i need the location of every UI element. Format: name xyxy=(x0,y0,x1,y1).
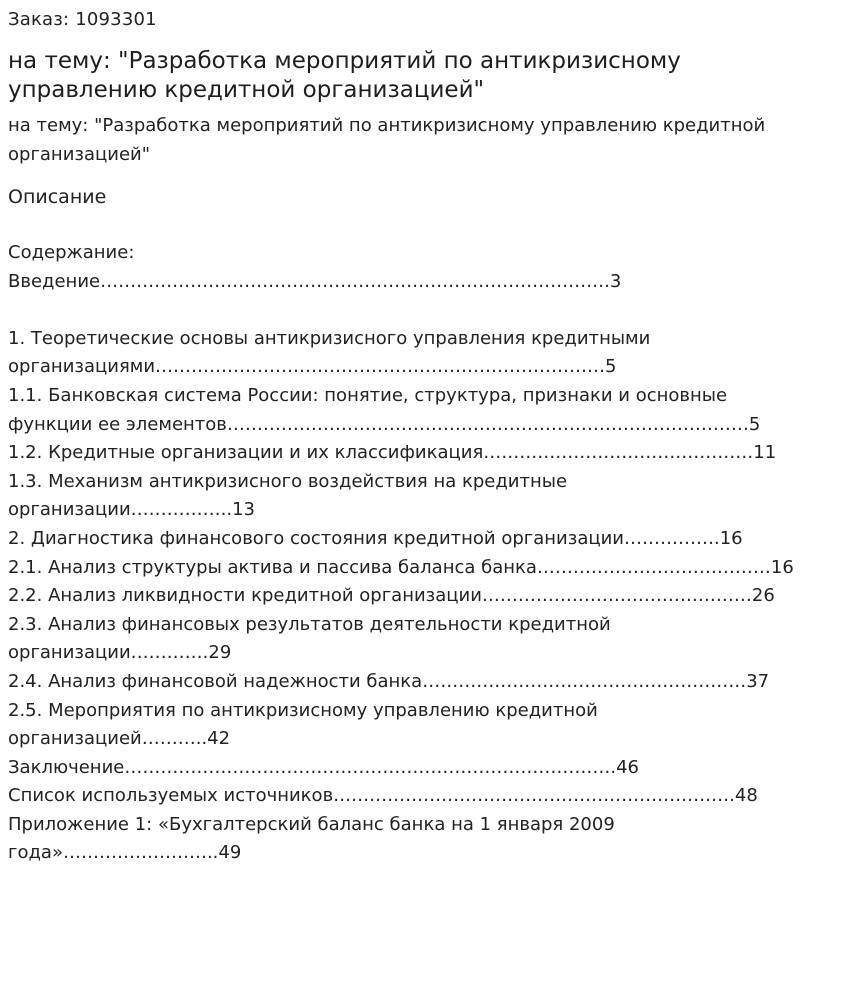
page-title-line-1: на тему: "Разработка мероприятий по антикризисному xyxy=(8,48,681,74)
toc-line: 1.3. Механизм антикризисного воздействия на кредитные xyxy=(8,470,568,492)
toc-line: 2. Диагностика финансового состояния кредитной организации…………….16 xyxy=(8,527,743,549)
toc-line: организации………….29 xyxy=(8,642,232,664)
order-number: Заказ: 1093301 xyxy=(8,9,157,30)
toc-line: организацией………..42 xyxy=(8,728,231,750)
toc-line: 1.1. Банковская система России: понятие, структура, признаки и основные xyxy=(8,384,728,406)
toc-line: 1.2. Кредитные организации и их классификация………………………………………11 xyxy=(8,442,777,464)
page-title xyxy=(8,47,840,105)
toc-line: организациями…………………………………………………………………5 xyxy=(8,356,617,378)
toc-line: Заключение……………………………………………………………………….46 xyxy=(8,756,639,778)
toc-line: 2.2. Анализ ликвидности кредитной организации………………………………………26 xyxy=(8,585,775,607)
page-subtitle-line-1: на тему: "Разработка мероприятий по антикризисному управлению кредитной xyxy=(8,115,766,136)
toc-line: 2.1. Анализ структуры актива и пассива баланса банка…………………………………16 xyxy=(8,556,794,578)
document-page xyxy=(8,0,840,868)
toc-line: Введение………………………………………………………………………….3 xyxy=(8,270,622,292)
toc-line: 1. Теоретические основы антикризисного управления кредитными xyxy=(8,327,651,349)
toc-line: функции ее элементов……………………………………………………………………………5 xyxy=(8,413,761,435)
toc-blank-line xyxy=(8,296,840,325)
table-of-contents xyxy=(8,239,840,868)
toc-heading: Содержание: xyxy=(8,242,135,263)
toc-line: Приложение 1: «Бухгалтерский баланс банка на 1 января 2009 xyxy=(8,813,615,835)
page-title-line-2: управлению кредитной организацией" xyxy=(8,77,485,103)
toc-line: организации……………..13 xyxy=(8,499,255,521)
page-subtitle xyxy=(8,112,840,169)
description-heading: Описание xyxy=(8,186,107,208)
toc-line: 2.4. Анализ финансовой надежности банка………………………………………………37 xyxy=(8,670,770,692)
page-subtitle-line-2: организацией" xyxy=(8,143,150,165)
toc-line: Список используемых источников………………………………………………………….48 xyxy=(8,785,758,807)
toc-line: 2.5. Мероприятия по антикризисному управлению кредитной xyxy=(8,699,598,721)
toc-line: 2.3. Анализ финансовых результатов деятельности кредитной xyxy=(8,613,611,635)
toc-line: года»……………………..49 xyxy=(8,842,242,864)
